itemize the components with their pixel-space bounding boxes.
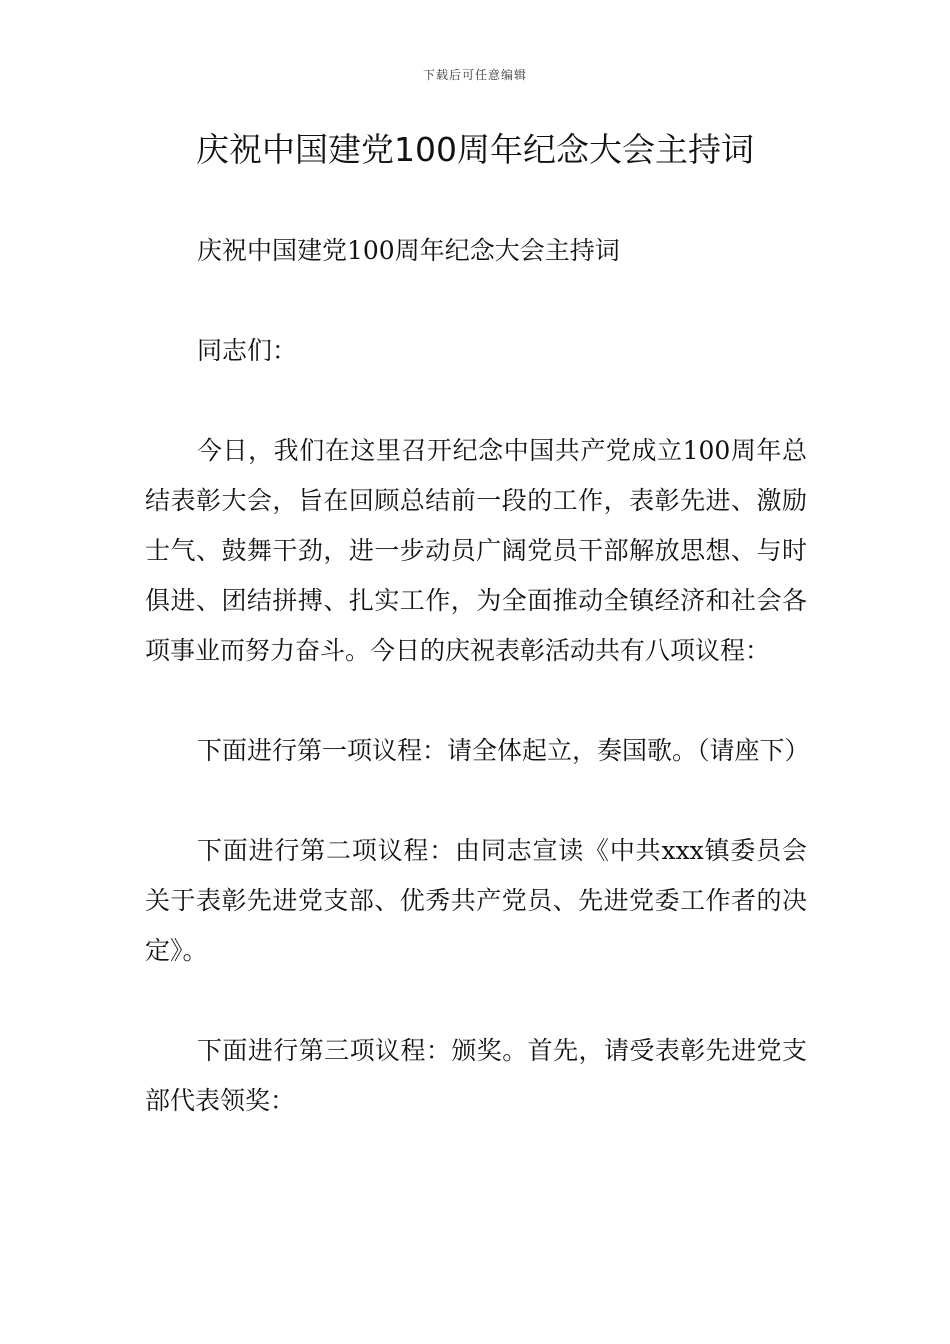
paragraph-agenda-item-2: 下面进行第二项议程：由同志宣读《中共xxx镇委员会关于表彰先进党支部、优秀共产党员、先进党委工作者的决定》。	[145, 836, 807, 965]
document-body	[145, 226, 810, 1126]
paragraph-agenda-item-1: 下面进行第一项议程：请全体起立，奏国歌。（请座下）	[197, 736, 810, 765]
paragraph-subtitle: 庆祝中国建党100周年纪念大会主持词	[197, 236, 620, 265]
document-title: 庆祝中国建党100周年纪念大会主持词	[196, 130, 754, 169]
paragraph-agenda-item-3: 下面进行第三项议程：颁奖。首先，请受表彰先进党支部代表领奖：	[145, 1036, 807, 1115]
paragraph-greeting: 同志们：	[197, 336, 298, 365]
paragraph-introduction: 今日，我们在这里召开纪念中国共产党成立100周年总结表彰大会，旨在回顾总结前一段的工作，表彰先进、激励士气、鼓舞干劲，进一步动员广阔党员干部解放思想、与时俱进、团结拼搏、扎实工作，为全面推动全镇经济和社会各项事业而努力奋斗。今日的庆祝表彰活动共有八项议程：	[145, 436, 807, 665]
header-note: 下载后可任意编辑	[422, 68, 527, 82]
